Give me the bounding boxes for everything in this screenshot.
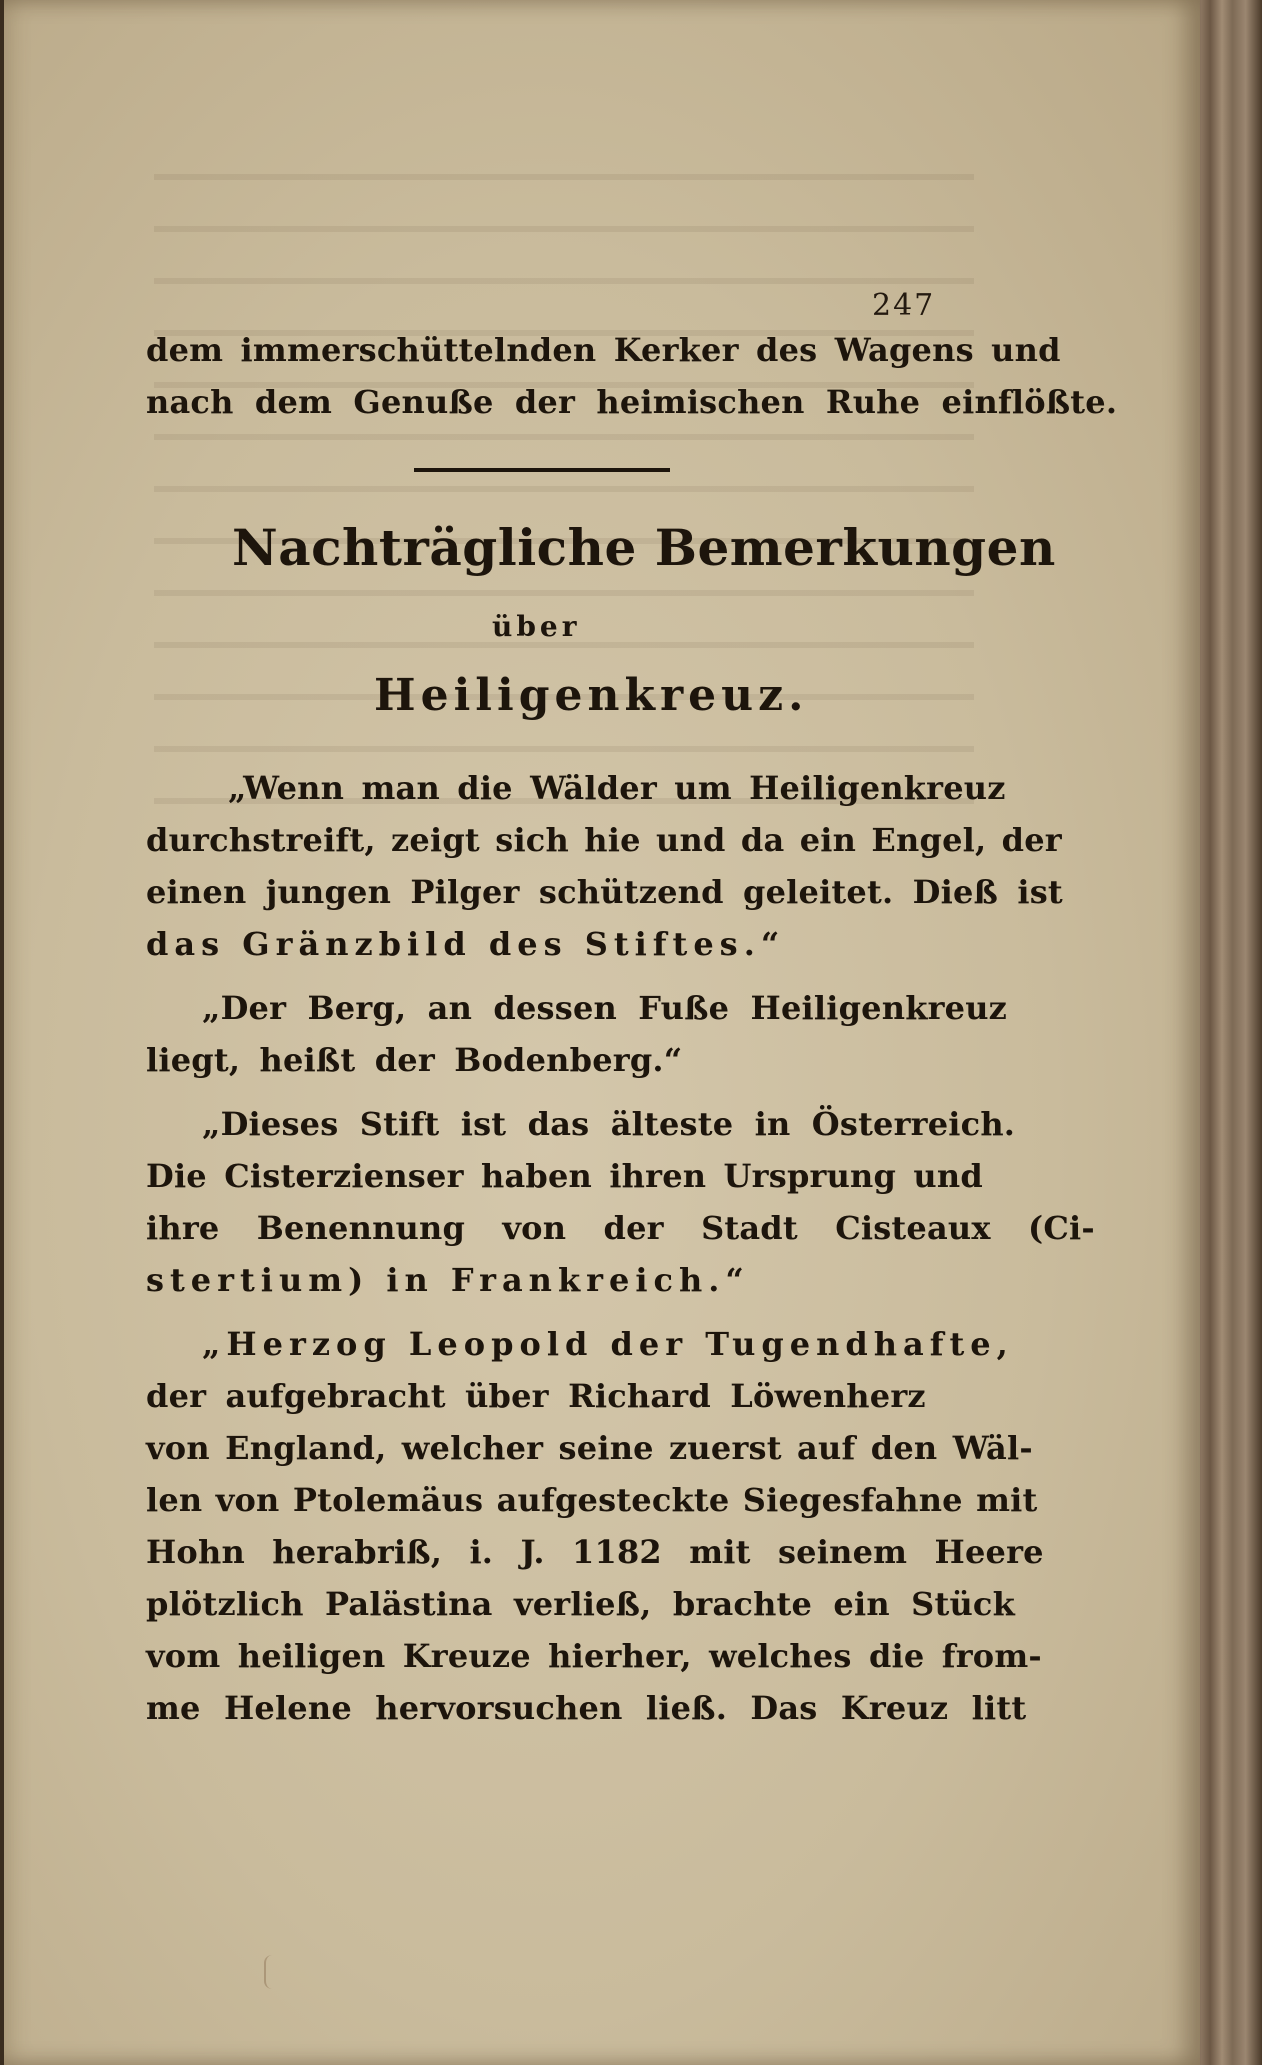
text-line: von England, welcher seine zuerst auf den Wäl-	[146, 1429, 1033, 1467]
section-connector: über	[492, 610, 581, 643]
text-line: liegt, heißt der Bodenberg.“	[146, 1041, 683, 1079]
page-number: 247	[872, 288, 936, 323]
text-line: der aufgebracht über Richard Löwenherz	[146, 1377, 926, 1415]
text-line: Hohn herabriß, i. J. 1182 mit seinem Heere	[146, 1533, 1044, 1571]
text-line: len von Ptolemäus aufgesteckte Siegesfahne mit	[146, 1481, 1038, 1519]
section-place: Heiligenkreuz.	[374, 670, 809, 721]
text-line: „Herzog Leopold der Tugendhafte,	[202, 1325, 1014, 1363]
text-line: vom heiligen Kreuze hierher, welches die from-	[146, 1637, 1042, 1675]
text-line: me Helene hervorsuchen ließ. Das Kreuz litt	[146, 1689, 1027, 1727]
text-line: stertium) in Frankreich.“	[146, 1261, 750, 1299]
book-page	[4, 0, 1200, 2065]
paper-stain	[264, 1955, 284, 1989]
text-line: nach dem Genuße der heimischen Ruhe einflößte.	[146, 383, 1118, 421]
text-line: ihre Benennung von der Stadt Cisteaux (Ci-	[146, 1209, 1095, 1247]
bleed-through	[154, 140, 974, 840]
text-line: das Gränzbild des Stiftes.“	[146, 925, 786, 963]
text-line: „Der Berg, an dessen Fuße Heiligenkreuz	[202, 989, 1008, 1027]
text-line: „Dieses Stift ist das älteste in Österreich.	[202, 1105, 1016, 1143]
text-line: Die Cisterzienser haben ihren Ursprung und	[146, 1157, 983, 1195]
section-divider	[414, 468, 670, 472]
text-line: „Wenn man die Wälder um Heiligenkreuz	[228, 769, 1006, 807]
section-title: Nachträgliche Bemerkungen	[232, 518, 1056, 577]
text-line: einen jungen Pilger schützend geleitet. Dieß ist	[146, 873, 1063, 911]
text-line: dem immerschüttelnden Kerker des Wagens und	[146, 331, 1061, 369]
text-line: durchstreift, zeigt sich hie und da ein Engel, der	[146, 821, 1062, 859]
text-line: plötzlich Palästina verließ, brachte ein Stück	[146, 1585, 1015, 1623]
